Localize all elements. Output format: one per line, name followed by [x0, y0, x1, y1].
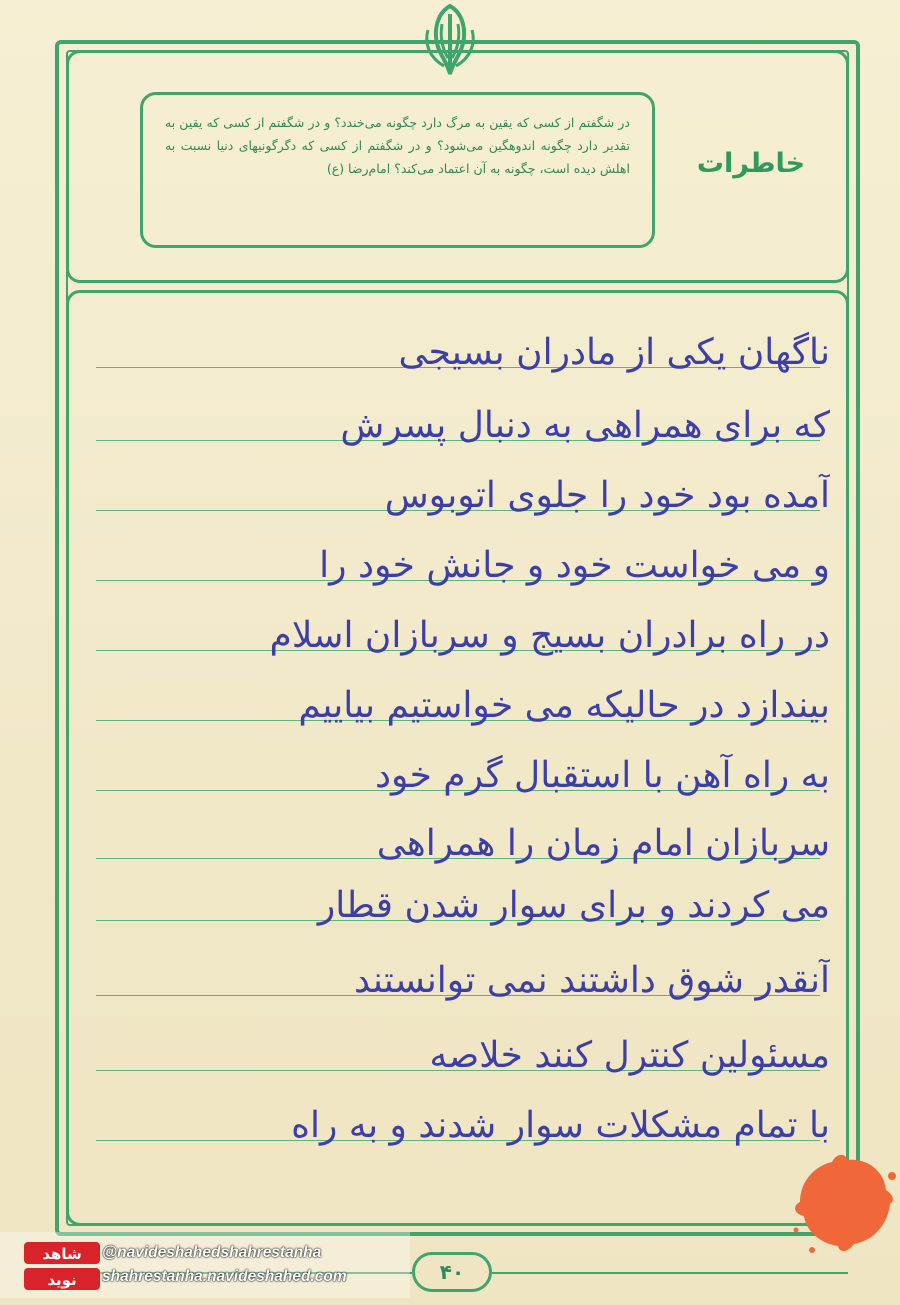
ink-blot-icon — [788, 1140, 900, 1260]
quote-text: در شگفتم از کسی که یقین به مرگ دارد چگونه می‌خندد؟ و در شگفتم از کسی که یقین به تقدیر دارد چگونه اندوهگین می‌شود؟ و در شگفتم از کسی که دگرگونیهای دنیا نسبت به اهلش دیده است، چگونه به آن اعتماد می‌کند؟ امام‌رضا (ع) — [165, 115, 630, 176]
handwritten-line: می کردند و برای سوار شدن قطار — [317, 885, 830, 926]
handwritten-line: آنقدر شوق داشتند نمی توانستند — [353, 960, 830, 1001]
logo-word-bottom: نوید — [47, 1271, 77, 1289]
handwritten-line: با تمام مشکلات سوار شدند و به راه — [291, 1105, 830, 1146]
handwritten-line: آمده بود خود را جلوی اتوبوس — [384, 475, 830, 516]
handwritten-line: و می خواست خود و جانش خود را — [319, 545, 830, 586]
handwritten-line: سربازان امام زمان را همراهی — [376, 823, 830, 864]
handwritten-line: به راه آهن با استقبال گرم خود — [374, 755, 830, 796]
footer-rule-right — [492, 1272, 848, 1274]
handwritten-line: بیندازد در حالیکه می خواستیم بیاییم — [298, 685, 830, 726]
logo-word-top: شاهد — [42, 1245, 82, 1263]
handwritten-line: ناگهان یکی از مادران بسیجی — [398, 332, 830, 373]
handwritten-line: که برای همراهی به دنبال پسرش — [340, 405, 830, 446]
quote-box — [140, 92, 655, 248]
handwritten-line: در راه برادران بسیج و سربازان اسلام — [269, 615, 830, 656]
watermark-logo — [22, 1236, 104, 1296]
watermark-handle: @navideshahedshahrestanha — [102, 1244, 322, 1261]
page-number: ۴۰ — [412, 1252, 492, 1292]
watermark-url: shahrestanha.navideshahed.com — [102, 1268, 347, 1285]
section-title: خاطرات — [696, 148, 806, 179]
handwritten-line: مسئولین کنترل کنند خلاصه — [429, 1035, 830, 1076]
